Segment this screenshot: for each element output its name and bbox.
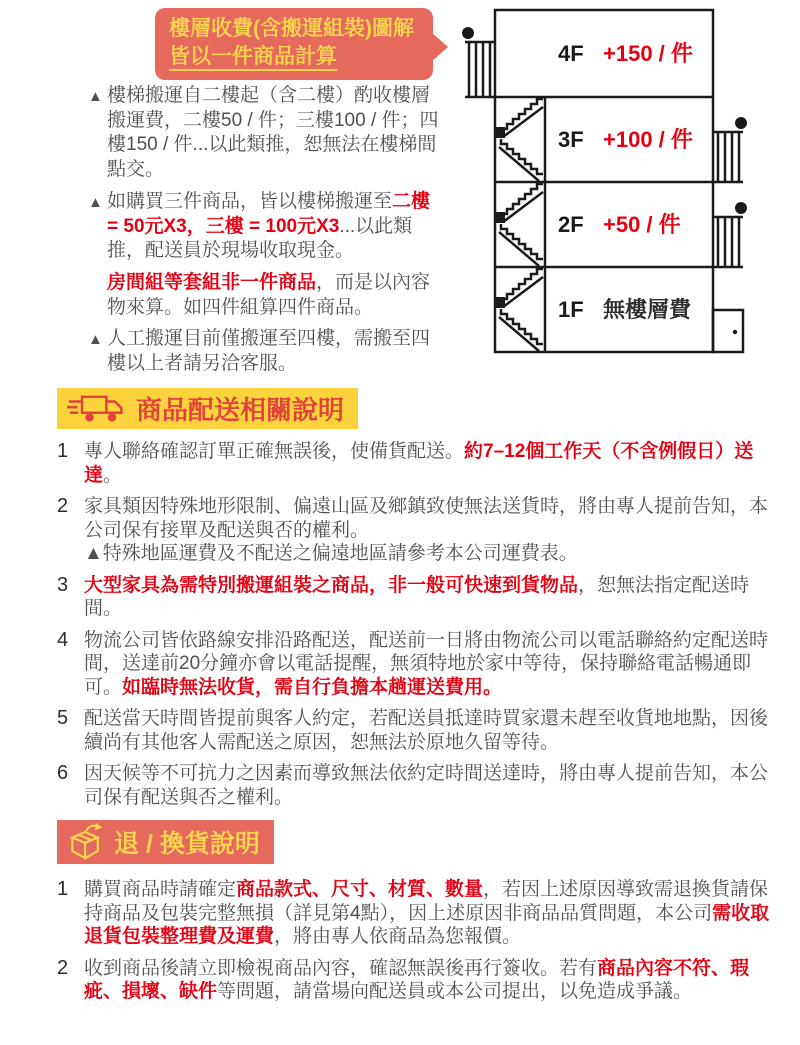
text-segment: ，將由專人依商品為您報價。	[274, 926, 522, 947]
shipping-item	[57, 495, 779, 566]
emphasis-text: 商品內容不符、瑕疵、損壞、缺件	[84, 957, 750, 1002]
item-number: 5	[57, 707, 69, 729]
shipping-item	[57, 440, 779, 487]
emphasis-text: 約7–12個工作天（不含例假日）送達	[84, 441, 754, 486]
triangle-marker-icon: ▲	[88, 331, 103, 349]
callout-line2: 皆以一件商品計算	[169, 45, 337, 71]
text-segment: 人工搬運目前僅搬運至四樓，需搬至四樓以上者請另洽客服。	[107, 328, 431, 375]
text-segment: 配送當天時間皆提前與客人約定，若配送員抵達時買家還未趕至收貨地地點，因後續尚有其他客人需配送之原因，恕無法於原地久留等待。	[84, 708, 769, 753]
item-number: 6	[57, 762, 69, 784]
item-text	[84, 574, 779, 621]
emphasis-text: 房間組等套組非一件商品	[107, 271, 317, 293]
text-segment: 。	[103, 464, 123, 486]
floor-fee-notes	[88, 84, 444, 384]
emphasis-text: 如臨時無法收貨，需自行負擔本趟運送費用。	[122, 676, 503, 698]
shipping-item	[57, 629, 779, 700]
text-segment: 家具類因特殊地形限制、偏遠山區及鄉鎮致使無法送貨時，將由專人提前告知，本公司保有接單及配送與否的權利。	[84, 496, 769, 541]
text-segment: 等問題，請當場向配送員或本公司提出，以免造成爭議。	[217, 981, 693, 1002]
emphasis-text: 大型家具為需特別搬運組裝之商品，非一般可快速到貨物品	[84, 574, 579, 596]
staircase-icon	[495, 99, 543, 181]
text-segment: ，恕無法指定配送時間。	[84, 574, 750, 619]
item-number: 3	[57, 573, 69, 596]
item-number: 2	[57, 495, 69, 517]
emphasis-text: 商品款式、尺寸、材質、數量	[236, 879, 484, 900]
shipping-item	[57, 762, 779, 809]
item-number: 4	[57, 628, 69, 651]
item-text	[84, 957, 779, 1004]
text-segment: 因天候等不可抗力之因素而導致無法依約定時間送達時，將由專人提前告知，本公司保有配送與否之權利。	[84, 763, 769, 808]
returns-list	[57, 878, 779, 1012]
item-number: 1	[57, 440, 69, 462]
text-segment: 專人聯絡確認訂單正確無誤後，使備貨配送。	[84, 441, 465, 462]
callout-line1: 樓層收費(含搬運組裝)圖解	[169, 17, 414, 40]
note-text	[107, 272, 430, 318]
floor-fee-callout	[155, 8, 433, 80]
note-text	[107, 328, 430, 374]
returns-header	[57, 820, 274, 864]
note-item	[88, 271, 444, 320]
item-text	[84, 495, 779, 566]
note-item	[88, 327, 444, 376]
return-item	[57, 878, 779, 949]
item-text	[84, 629, 779, 700]
floor-fee-diagram	[455, 0, 755, 360]
staircase-icon	[495, 184, 543, 266]
shipping-list	[57, 440, 779, 817]
note-text	[107, 191, 430, 261]
shipping-item	[57, 574, 779, 621]
text-segment: 收到商品後請立即檢視商品內容，確認無誤後再行簽收。若有	[84, 957, 598, 979]
floor-label: 3F	[558, 127, 584, 152]
text-segment: 購買商品時請確定	[84, 879, 237, 900]
floor-fee: +50 / 件	[603, 212, 681, 237]
shipping-header	[57, 388, 358, 429]
item-text	[84, 878, 779, 949]
floor-fee: +100 / 件	[603, 127, 693, 152]
note-item	[88, 190, 444, 264]
shipping-item	[57, 707, 779, 754]
shipping-header-label: 商品配送相關說明	[136, 395, 345, 425]
floor-label: 4F	[558, 41, 584, 66]
railing-left-4f-icon	[462, 27, 495, 97]
text-segment: ▲特殊地區運費及不配送之偏遠地區請參考本公司運費表。	[84, 543, 578, 564]
package-return-icon	[67, 822, 105, 862]
door-1f-icon	[713, 310, 743, 352]
text-segment: ，而是以內容物來算。如四件組算四件商品。	[107, 271, 431, 318]
text-segment: 樓梯搬運自二樓起（含二樓）酌收樓層搬運費，二樓50 / 件；三樓100 / 件；四樓150 / 件...以此類推，恕無法在樓梯間點交。	[107, 85, 439, 181]
note-text	[107, 85, 439, 180]
item-number: 2	[57, 956, 69, 979]
text-segment: ...以此類推，配送員於現場收取現金。	[107, 215, 413, 262]
item-text	[84, 762, 779, 809]
delivery-truck-icon	[67, 392, 127, 426]
item-number: 1	[57, 878, 69, 900]
staircase-icon	[495, 269, 543, 351]
item-text	[84, 707, 779, 754]
railing-right-2f-icon	[713, 202, 747, 267]
note-item	[88, 84, 444, 183]
floor-fee: +150 / 件	[603, 41, 693, 66]
text-segment: ，若因上述原因導致需退換貨請保持商品及包裝完整無損（詳見第4點），因上述原因非商品品質問題，本公司	[84, 879, 769, 924]
returns-header-label: 退 / 換貨說明	[114, 830, 260, 858]
text-segment: 如購買三件商品，皆以樓梯搬運至	[107, 190, 393, 212]
railing-right-3f-icon	[713, 117, 747, 182]
text-segment: 物流公司皆依路線安排沿路配送，配送前一日將由物流公司以電話聯絡約定配送時間，送達前20分鐘亦會以電話提醒，無須特地於家中等待，保持聯絡電話暢通即可。	[84, 629, 769, 698]
triangle-marker-icon: ▲	[88, 88, 103, 105]
item-text	[84, 440, 779, 487]
floor-label: 2F	[558, 212, 584, 237]
floor-label: 1F	[558, 297, 584, 322]
triangle-marker-icon: ▲	[88, 193, 103, 211]
emphasis-text: 需收取退貨包裝整理費及運費	[84, 902, 770, 947]
emphasis-text: 二樓 = 50元X3，三樓 = 100元X3	[107, 190, 431, 237]
floor-fee: 無樓層費	[603, 297, 692, 322]
return-item	[57, 957, 779, 1004]
